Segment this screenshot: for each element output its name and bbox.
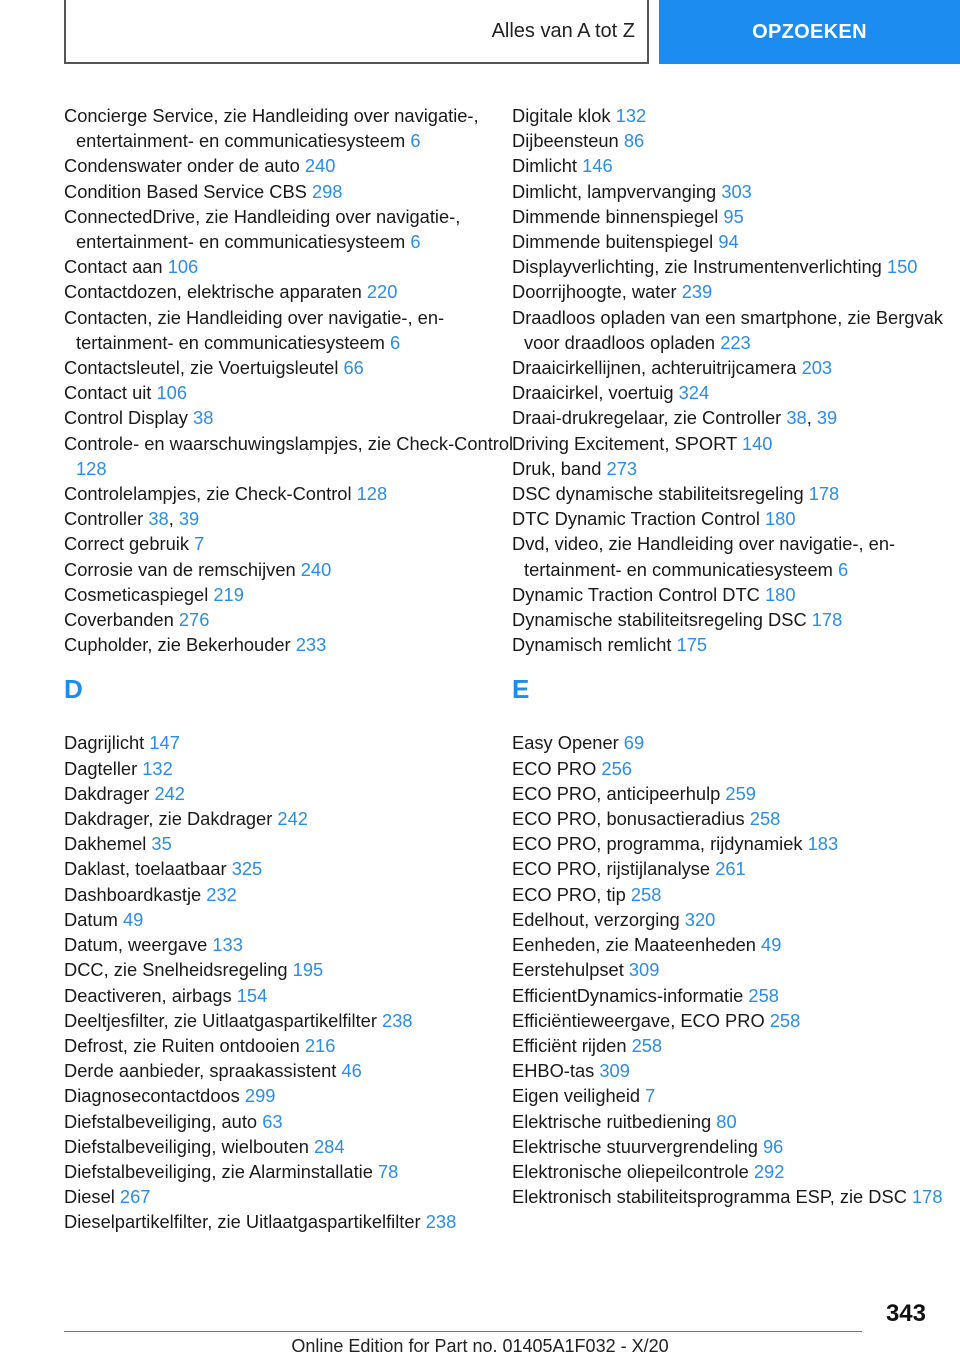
index-entry [64, 380, 514, 405]
index-entry-term: Dakdrager [64, 782, 150, 804]
index-entry-term: Edelhout, verzorging [512, 908, 680, 930]
index-entry-term: Elektronische oliepeilcontrole [512, 1160, 749, 1182]
page-reference-link[interactable]: 258 [769, 1009, 801, 1031]
index-entry-term: Elektrische stuurvergrendeling [512, 1135, 758, 1157]
page-reference-link[interactable]: 147 [149, 732, 180, 754]
index-entry-term: Datum, weergave [64, 934, 208, 956]
tab-alphabetical-index[interactable]: Alles van A tot Z [64, 0, 649, 64]
index-entry-term: Cupholder, zie Bekerhouder [64, 634, 291, 656]
index-entry-term: Diesel [64, 1186, 115, 1208]
index-entry-term: DCC, zie Snelheidsregeling [64, 959, 288, 981]
index-entry [64, 882, 514, 907]
index-entry [512, 983, 960, 1008]
index-entry [512, 254, 960, 279]
index-entry [512, 582, 960, 607]
index-entry [512, 305, 960, 355]
page-reference-link[interactable]: 6 [410, 231, 421, 253]
index-entry-term: Contactsleutel, zie Voertuigsleutel [64, 357, 339, 379]
page-reference-link[interactable]: 240 [304, 155, 336, 177]
index-entry-term: Draaicirkellijnen, achteruitrijcamera [512, 357, 797, 379]
page-reference-link[interactable]: 276 [178, 609, 210, 631]
page-reference-link[interactable]: 240 [300, 558, 332, 580]
index-entry [64, 756, 514, 781]
index-entry-term: Derde aanbieder, spraakassistent [64, 1060, 337, 1082]
index-entry-term: Dimmende buitenspiegel [512, 231, 714, 253]
page-reference-link[interactable]: 183 [807, 833, 839, 855]
page-reference-link[interactable]: 63 [262, 1110, 283, 1132]
index-entry-term: Dagteller [64, 757, 138, 779]
page-reference-link[interactable]: 106 [156, 382, 187, 404]
page-reference-link[interactable]: 49 [761, 934, 782, 956]
page-reference-link[interactable]: 216 [304, 1034, 336, 1056]
page-reference-link[interactable]: 95 [723, 205, 744, 227]
index-entry [512, 431, 960, 456]
page-reference-link[interactable]: 219 [213, 583, 244, 605]
page-reference-link[interactable]: 178 [811, 609, 843, 631]
index-entry-term: Dimmende binnenspiegel [512, 205, 719, 227]
index-entry-term: Dagrijlicht [64, 732, 145, 754]
page-reference-link[interactable]: 203 [801, 357, 833, 379]
index-entry [64, 153, 514, 178]
index-entry-term: Cosmeticaspiegel [64, 583, 209, 605]
index-entry-term: Dimlicht, lampvervanging [512, 180, 717, 202]
page-reference-link[interactable]: 128 [356, 483, 388, 505]
index-entry-term: Efficiëntieweergave, ECO PRO [512, 1009, 765, 1031]
page-reference-link[interactable]: 7 [645, 1085, 656, 1107]
page-reference-link[interactable]: 309 [628, 959, 660, 981]
index-entry [64, 557, 514, 582]
index-entry [64, 1058, 514, 1083]
index-entry-term: Corrosie van de remschijven [64, 558, 296, 580]
index-entry-term: Daklast, toelaatbaar [64, 858, 227, 880]
index-entry [512, 380, 960, 405]
page-reference-link[interactable]: 195 [292, 959, 324, 981]
index-entry [64, 856, 514, 881]
page-reference-link[interactable]: 320 [684, 908, 716, 930]
index-entry [64, 831, 514, 856]
index-entry [64, 781, 514, 806]
index-entry [64, 1083, 514, 1108]
index-entry-term: Controle- en waarschuwingslampjes, zie Check-Control [64, 432, 514, 454]
page-reference-link[interactable]: 38 [148, 508, 169, 530]
page-reference-link[interactable]: 140 [741, 432, 773, 454]
index-entry-term: Controller [64, 508, 144, 530]
page-reference-link[interactable]: 309 [599, 1060, 630, 1082]
index-entry-term: Diefstalbeveiliging, auto [64, 1110, 258, 1132]
page-reference-link[interactable]: 239 [681, 281, 713, 303]
index-entry [512, 1058, 960, 1083]
index-entry-term: Contact aan [64, 256, 163, 278]
index-entry-term: Dakhemel [64, 833, 147, 855]
index-entry-term: Dvd, video, zie Handleiding over navigatie-, entertainment- en communicatiesysteem [512, 533, 896, 580]
index-entry [512, 1008, 960, 1033]
index-entry [64, 305, 514, 355]
index-entry-term: Diagnosecontactdoos [64, 1085, 240, 1107]
page-reference-link[interactable]: 180 [764, 508, 796, 530]
page-reference-link[interactable]: 292 [753, 1160, 785, 1182]
index-entry [64, 355, 514, 380]
index-entry [512, 179, 960, 204]
page-reference-link[interactable]: 7 [194, 533, 205, 555]
index-entry-term: Druk, band [512, 457, 602, 479]
index-entry [512, 607, 960, 632]
index-entry-term: Digitale klok [512, 105, 611, 126]
page-reference-link[interactable]: 69 [623, 732, 645, 754]
page-reference-link[interactable]: 86 [623, 130, 645, 152]
index-entry [64, 103, 514, 153]
index-entry-term: Deeltjesfilter, zie Uitlaatgaspartikelfilter [64, 1009, 377, 1031]
page-reference-link[interactable]: 49 [122, 908, 144, 930]
index-entry [64, 481, 514, 506]
index-entry [512, 229, 960, 254]
page-reference-link[interactable]: 258 [749, 808, 781, 830]
index-entry [512, 1083, 960, 1108]
index-entry-term: Eerstehulpset [512, 959, 624, 981]
page-reference-link[interactable]: 258 [630, 883, 662, 905]
index-entry [64, 531, 514, 556]
index-entry [512, 806, 960, 831]
index-entry [512, 781, 960, 806]
footer-edition-text: Online Edition for Part no. 01405A1F032 - X/20 [291, 1336, 669, 1356]
index-entry-term: ECO PRO, rijstijlanalyse [512, 858, 711, 880]
top-navigation [64, 0, 960, 64]
page-reference-link[interactable]: 258 [748, 984, 779, 1006]
index-entry-term: Contact uit [64, 382, 152, 404]
index-entry [64, 405, 514, 430]
page-reference-link[interactable]: 242 [154, 782, 185, 804]
index-entry-term: ECO PRO, anticipeerhulp [512, 782, 721, 804]
page-reference-link[interactable]: 261 [715, 858, 746, 880]
index-entry-term: ECO PRO, bonusactieradius [512, 808, 745, 830]
index-entry-term: DSC dynamische stabiliteitsregeling [512, 483, 804, 505]
index-entry: Draai-drukregelaar, zie Controller 38, 39 [512, 407, 838, 429]
page-reference-link[interactable]: 146 [582, 155, 613, 177]
page-reference-link[interactable]: 39 [816, 407, 838, 429]
index-entry-term: Driving Excitement, SPORT [512, 432, 737, 454]
index-entry-term: Elektronisch stabiliteitsprogramma ESP, zie DSC [512, 1186, 907, 1208]
page-reference-link[interactable]: 303 [721, 180, 752, 202]
index-entry [512, 856, 960, 881]
page-reference-link[interactable]: 256 [601, 757, 632, 779]
index-entry-term: Dynamisch remlicht [512, 634, 672, 656]
index-entry [64, 932, 514, 957]
page-reference-link[interactable]: 150 [886, 256, 918, 278]
page-reference-link[interactable]: 46 [341, 1060, 362, 1082]
index-entry-term: Dynamische stabiliteitsregeling DSC [512, 609, 807, 631]
index-entry-term: Dieselpartikelfilter, zie Uitlaatgaspartikelfilter [64, 1211, 421, 1233]
page-reference-link[interactable]: 258 [631, 1034, 663, 1056]
page-reference-link[interactable]: 232 [206, 883, 237, 905]
index-entry: Controller 38, 39 [64, 508, 200, 530]
index-column-right [512, 103, 960, 1209]
page-reference-link[interactable]: 284 [314, 1135, 345, 1157]
page-reference-link[interactable]: 38 [193, 407, 214, 429]
index-entry [64, 1184, 514, 1209]
page-reference-link[interactable]: 267 [119, 1186, 151, 1208]
index-entry-term: Eigen veiligheid [512, 1085, 641, 1107]
index-entry-term: ECO PRO [512, 757, 597, 779]
index-entry-term: EHBO-tas [512, 1060, 595, 1082]
page-reference-link[interactable]: 66 [343, 357, 364, 379]
page-reference-link[interactable]: 78 [378, 1160, 399, 1182]
index-entry [512, 506, 960, 531]
index-entry-term: Coverbanden [64, 609, 174, 631]
index-entry [64, 1209, 514, 1234]
index-entry [512, 1033, 960, 1058]
index-entry [512, 355, 960, 380]
page-reference-link[interactable]: 324 [678, 382, 710, 404]
index-entry [512, 456, 960, 481]
page-reference-link[interactable]: 298 [311, 180, 343, 202]
index-entry-term: Deactiveren, airbags [64, 984, 232, 1006]
index-entry-term: Efficiënt rijden [512, 1034, 627, 1056]
index-entry [64, 431, 514, 481]
index-entry-term: Condenswater onder de auto [64, 155, 300, 177]
index-entry [64, 1033, 514, 1058]
section-letter-heading: E [512, 674, 530, 705]
page-reference-link[interactable]: 6 [410, 130, 421, 152]
index-entry [512, 531, 960, 581]
page-reference-link[interactable]: 325 [231, 858, 263, 880]
page-reference-link[interactable]: 38 [786, 407, 807, 429]
page-reference-link[interactable]: 96 [763, 1135, 784, 1157]
index-entry-term: Defrost, zie Ruiten ontdooien [64, 1034, 300, 1056]
page-reference-link[interactable]: 80 [716, 1110, 737, 1132]
index-entry [64, 204, 514, 254]
index-entry [512, 882, 960, 907]
index-entry-term: Dijbeensteun [512, 130, 619, 152]
index-entry-term: Concierge Service, zie Handleiding over navigatie-, entertainment- en communicatiesysteem [64, 105, 479, 152]
page-reference-link[interactable]: 106 [167, 256, 199, 278]
page-reference-link[interactable]: 39 [178, 508, 200, 530]
index-entry [512, 1184, 960, 1209]
index-entry [512, 279, 960, 304]
index-entry [64, 254, 514, 279]
page-reference-link[interactable]: 259 [725, 782, 756, 804]
index-entry [64, 1109, 514, 1134]
index-entry-term: Easy Opener [512, 732, 619, 754]
index-entry [64, 279, 514, 304]
footer-divider [64, 1331, 862, 1332]
index-entry [512, 957, 960, 982]
index-entry-term: ECO PRO, programma, rijdynamiek [512, 833, 803, 855]
index-entry [512, 128, 960, 153]
index-entry [512, 907, 960, 932]
index-entry-term: Diefstalbeveiliging, wielbouten [64, 1135, 309, 1157]
index-entry-term: ConnectedDrive, zie Handleiding over navigatie-, entertainment- en communicatiesysteem [64, 205, 461, 253]
page-reference-link[interactable]: 132 [615, 105, 647, 126]
index-entry-term: Controlelampjes, zie Check-Control [64, 483, 352, 505]
index-entry-term: DTC Dynamic Traction Control [512, 508, 760, 530]
index-entry-term: Displayverlichting, zie Instrumentenverlichting [512, 256, 882, 278]
index-entry-term: Datum [64, 908, 118, 930]
page-reference-link[interactable]: 35 [151, 833, 172, 855]
index-entry [64, 1159, 514, 1184]
page-reference-link[interactable]: 94 [718, 231, 739, 253]
index-entry-term: Draaicirkel, voertuig [512, 382, 674, 404]
index-entry [64, 907, 514, 932]
page-reference-link[interactable]: 233 [295, 634, 327, 656]
page-reference-link[interactable]: 220 [366, 281, 398, 303]
index-entry [512, 153, 960, 178]
page-reference-link[interactable]: 133 [212, 934, 243, 956]
page-number: 343 [885, 1300, 926, 1327]
index-entry-term: Dashboardkastje [64, 883, 202, 905]
page-reference-link[interactable]: 299 [244, 1085, 276, 1107]
search-button[interactable]: OPZOEKEN [659, 0, 960, 64]
index-entry-term: Dakdrager, zie Dakdrager [64, 808, 273, 830]
index-entry [64, 582, 514, 607]
index-entry [64, 806, 514, 831]
index-entry-term: Condition Based Service CBS [64, 180, 307, 202]
index-column-left [64, 103, 514, 1235]
index-entry-term: Contactdozen, elektrische apparaten [64, 281, 362, 303]
page-reference-link[interactable]: 238 [425, 1211, 457, 1233]
page-reference-link[interactable]: 6 [389, 331, 401, 353]
page-reference-link[interactable]: 128 [76, 457, 107, 479]
index-entry [64, 957, 514, 982]
index-entry-term: ECO PRO, tip [512, 883, 626, 905]
section-letter-heading: D [64, 674, 83, 705]
index-entry [64, 730, 514, 755]
index-entry [512, 932, 960, 957]
index-entry [64, 632, 514, 657]
index-entry-term: Control Display [64, 407, 188, 429]
index-entry [512, 103, 960, 128]
index-entry-term: Draai-drukregelaar, zie Controller [512, 407, 782, 429]
page-reference-link[interactable]: 273 [606, 457, 638, 479]
index-entry [512, 632, 960, 657]
index-entry-term: Dimlicht [512, 155, 578, 177]
index-entry [64, 1134, 514, 1159]
page-reference-link[interactable]: 238 [382, 1009, 413, 1031]
page-reference-link[interactable]: 6 [837, 558, 849, 580]
index-entry-term: Draadloos opladen van een smartphone, zie Bergvak voor draadloos opladen [512, 306, 943, 353]
index-entry [512, 204, 960, 229]
index-entry-term: Diefstalbeveiliging, zie Alarminstallatie [64, 1160, 373, 1182]
index-entry [512, 730, 960, 755]
index-entry [512, 1159, 960, 1184]
index-entry [512, 481, 960, 506]
page-reference-link[interactable]: 178 [808, 483, 840, 505]
index-entry [64, 1008, 514, 1033]
index-entry-term: Doorrijhoogte, water [512, 281, 677, 303]
page-reference-link[interactable]: 178 [912, 1186, 943, 1208]
page-reference-link[interactable]: 180 [764, 583, 796, 605]
page-reference-link[interactable]: 154 [236, 984, 268, 1006]
index-entry [512, 1109, 960, 1134]
page-reference-link[interactable]: 223 [720, 331, 751, 353]
index-entry [512, 756, 960, 781]
index-entry-term: Contacten, zie Handleiding over navigatie-, entertainment- en communicatiesysteem [64, 306, 445, 353]
index-entry-term: Dynamic Traction Control DTC [512, 583, 760, 605]
index-entry-term: EfficientDynamics-informatie [512, 984, 744, 1006]
index-entry-term: Eenheden, zie Maateenheden [512, 934, 756, 956]
index-entry [64, 983, 514, 1008]
index-entry [64, 607, 514, 632]
index-entry-term: Elektrische ruitbediening [512, 1110, 712, 1132]
index-entry [512, 1134, 960, 1159]
page-reference-link[interactable]: 175 [676, 634, 708, 656]
index-entry-term: Correct gebruik [64, 533, 189, 555]
index-entry [512, 831, 960, 856]
page-reference-link[interactable]: 242 [277, 808, 308, 830]
page-reference-link[interactable]: 132 [142, 757, 173, 779]
index-entry [64, 179, 514, 204]
